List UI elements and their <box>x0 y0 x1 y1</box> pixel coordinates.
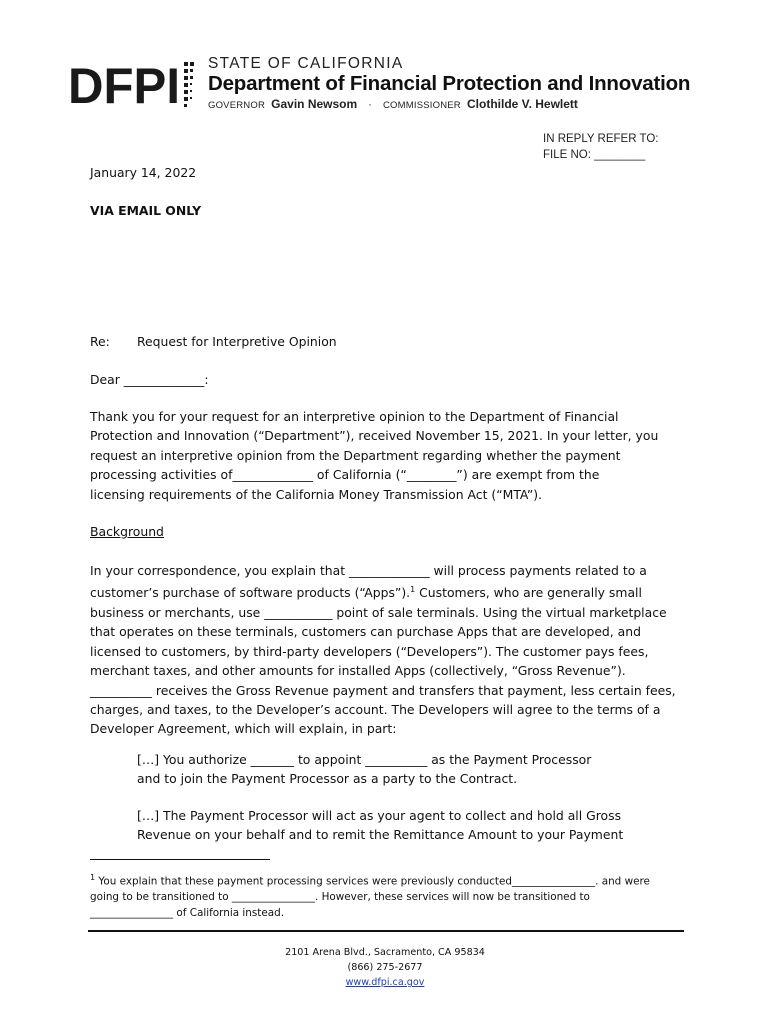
dfpi-logo <box>68 60 198 108</box>
footnote-reference: 1 <box>410 585 416 595</box>
footer-address: 2101 Arena Blvd., Sacramento, CA 95834 <box>285 947 485 958</box>
logo-dot-pattern <box>184 62 194 107</box>
paragraph-background <box>90 561 690 739</box>
footnote-marker: 1 <box>90 873 96 882</box>
file-number: FILE NO: ________ <box>543 149 646 161</box>
background-heading: Background <box>90 524 164 539</box>
paragraph-line: request an interpretive opinion from the Department regarding whether the payment <box>90 447 621 463</box>
block-quote-authorization <box>137 750 677 789</box>
re-label: Re: <box>90 334 110 349</box>
paragraph-text: customer’s purchase of software products (“Apps”). <box>90 585 411 601</box>
footnote-line: ________________ of California instead. <box>90 907 285 920</box>
paragraph-line: processing activities of_____________ of California (“________”) are exempt from the <box>90 467 600 483</box>
salutation: Dear _____________: <box>90 372 209 387</box>
paragraph-line: In your correspondence, you explain that _____________ will process payments related to a <box>90 563 647 578</box>
footer-website-link[interactable]: www.dfpi.ca.gov <box>345 977 425 988</box>
paragraph-line: Developer Agreement, which will explain, in part: <box>90 721 397 737</box>
letter-date: January 14, 2022 <box>90 165 197 180</box>
quote-line: […] You authorize _______ to appoint __________ as the Payment Processor <box>137 752 592 767</box>
footnote-line <box>90 870 690 889</box>
letterhead-department: Department of Financial Protection and Innovation <box>208 72 691 95</box>
delivery-method: VIA EMAIL ONLY <box>90 203 202 218</box>
quote-line: […] The Payment Processor will act as your agent to collect and hold all Gross <box>137 808 622 823</box>
commissioner-role: COMMISSIONER <box>382 100 461 111</box>
paragraph-line: business or merchants, use ___________ point of sale terminals. Using the virtual marketplace <box>90 604 667 620</box>
governor-name: Gavin Newsom <box>271 97 358 111</box>
footer-address-block <box>0 945 770 990</box>
governor-role: GOVERNOR <box>208 100 266 111</box>
footnote-divider <box>90 859 270 860</box>
paragraph-line: __________ receives the Gross Revenue payment and transfers that payment, less certain fees, <box>90 682 676 698</box>
footer-phone: (866) 275-2677 <box>347 962 423 973</box>
dfpi-logo-text: DFPI <box>68 60 180 108</box>
paragraph-text: Customers, who are generally small <box>415 585 642 601</box>
quote-line: and to join the Payment Processor as a party to the Contract. <box>137 771 518 787</box>
footnote-line: going to be transitioned to ________________. However, these services will now be transitioned to <box>90 891 590 904</box>
reply-refer-label: IN REPLY REFER TO: <box>543 133 659 145</box>
reply-refer-block <box>543 131 658 163</box>
paragraph-intro <box>90 407 690 504</box>
letterhead-officials <box>208 97 578 111</box>
commissioner-name: Clothilde V. Hewlett <box>467 97 578 111</box>
paragraph-line: that operates on these terminals, customers can purchase Apps that are developed, and <box>90 624 641 640</box>
paragraph-line: charges, and taxes, to the Developer’s account. The Developers will agree to the terms of a <box>90 701 661 717</box>
officials-separator: · <box>368 99 372 111</box>
quote-line: Revenue on your behalf and to remit the Remittance Amount to your Payment <box>137 827 624 843</box>
paragraph-line: licensed to customers, by third-party developers (“Developers”). The customer pays fees, <box>90 643 649 659</box>
paragraph-line: Thank you for your request for an interpretive opinion to the Department of Financial <box>90 409 619 424</box>
paragraph-line: licensing requirements of the California Money Transmission Act (“MTA”). <box>90 486 543 502</box>
letterhead-state: STATE OF CALIFORNIA <box>208 55 404 72</box>
footer-divider <box>88 930 684 932</box>
block-quote-agent <box>137 806 677 845</box>
re-subject: Request for Interpretive Opinion <box>137 334 337 349</box>
paragraph-line: Protection and Innovation (“Department”), received November 15, 2021. In your letter, you <box>90 428 659 444</box>
footnote-text: You explain that these payment processing services were previously conducted________________. and were <box>95 875 650 888</box>
paragraph-line <box>90 580 690 603</box>
footnote <box>90 870 690 921</box>
paragraph-line: merchant taxes, and other amounts for installed Apps (collectively, “Gross Revenue”). <box>90 663 626 679</box>
